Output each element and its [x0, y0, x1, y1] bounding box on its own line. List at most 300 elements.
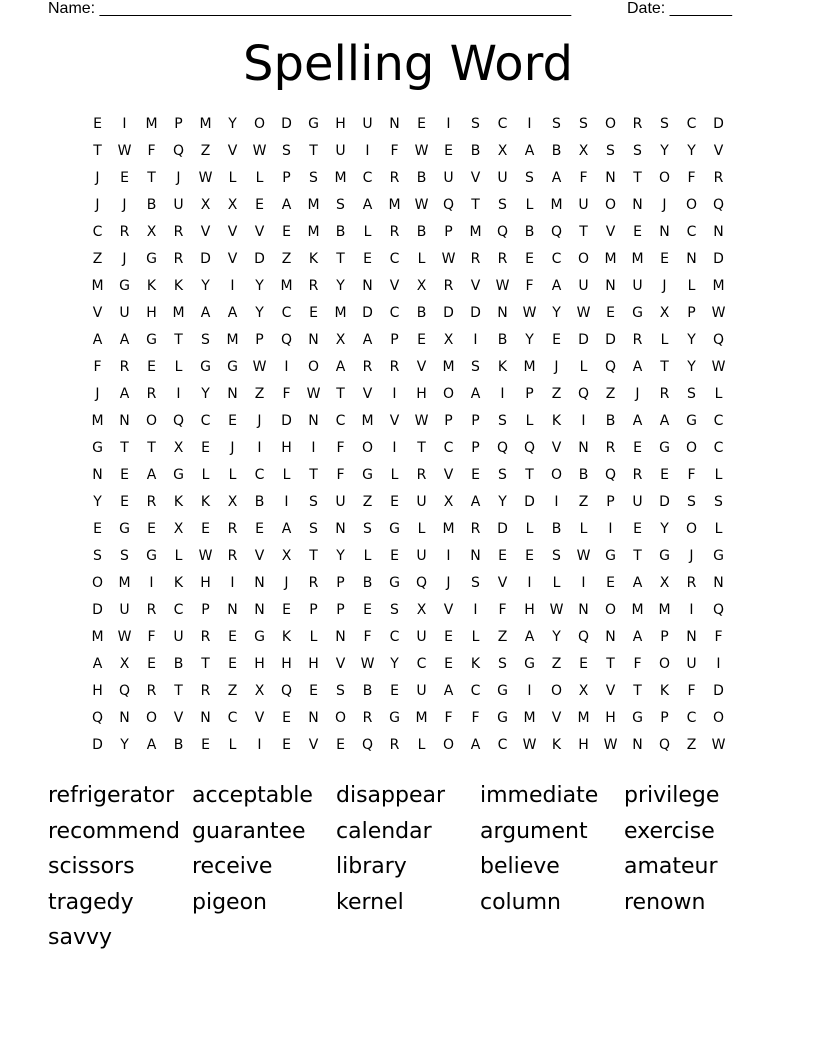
grid-letter: P — [687, 305, 696, 321]
grid-letter: G — [632, 305, 643, 321]
grid-letter: M — [307, 224, 320, 240]
grid-letter: B — [362, 683, 373, 699]
grid-letter: I — [392, 440, 397, 456]
grid-letter: Q — [712, 602, 725, 618]
grid-letter: E — [633, 440, 642, 456]
grid-letter: L — [660, 332, 669, 348]
grid-letter: W — [441, 251, 456, 267]
grid-letter: L — [228, 170, 237, 186]
grid-letter: H — [335, 116, 346, 132]
grid-letter: G — [713, 548, 724, 564]
grid-letter: J — [689, 548, 694, 564]
grid-letter: D — [524, 494, 535, 510]
grid-letter: P — [282, 170, 291, 186]
grid-letter: K — [551, 413, 562, 429]
grid-letter: L — [714, 467, 723, 483]
grid-letter: T — [309, 548, 318, 564]
grid-letter: P — [660, 629, 669, 645]
grid-letter: U — [632, 278, 643, 294]
grid-letter: E — [255, 521, 264, 537]
grid-letter: M — [550, 197, 563, 213]
grid-letter: I — [473, 602, 478, 618]
grid-letter: M — [91, 629, 104, 645]
grid-letter: L — [417, 251, 426, 267]
grid-letter: F — [687, 170, 696, 186]
grid-letter: R — [227, 548, 238, 564]
grid-letter: R — [173, 251, 184, 267]
grid-letter: S — [471, 116, 480, 132]
grid-letter: B — [497, 332, 508, 348]
grid-letter: F — [147, 143, 156, 159]
grid-letter: S — [471, 575, 480, 591]
grid-letter: D — [713, 683, 724, 699]
grid-letter: Q — [712, 197, 725, 213]
grid-letter: X — [227, 197, 238, 213]
grid-letter: C — [335, 413, 346, 429]
grid-letter: C — [713, 413, 724, 429]
grid-letter: T — [579, 224, 588, 240]
grid-letter: A — [632, 629, 643, 645]
grid-letter: B — [578, 467, 589, 483]
grid-letter: L — [471, 629, 480, 645]
grid-letter: A — [632, 575, 643, 591]
grid-letter: E — [120, 170, 129, 186]
grid-letter: H — [92, 683, 103, 699]
grid-letter: L — [228, 737, 237, 753]
letter-grid — [84, 112, 732, 760]
grid-letter: Y — [687, 143, 696, 159]
grid-letter: U — [335, 494, 346, 510]
grid-letter: E — [498, 548, 507, 564]
grid-letter: D — [659, 494, 670, 510]
grid-letter: K — [173, 575, 184, 591]
grid-letter: P — [390, 332, 399, 348]
grid-letter: E — [417, 332, 426, 348]
grid-letter: T — [336, 386, 345, 402]
grid-letter: F — [498, 602, 507, 618]
grid-letter: Z — [200, 143, 211, 159]
grid-letter: R — [200, 629, 211, 645]
grid-letter: V — [605, 683, 616, 699]
grid-letter: T — [525, 467, 534, 483]
grid-letter: D — [713, 251, 724, 267]
grid-letter: Y — [201, 278, 210, 294]
grid-letter: T — [201, 656, 210, 672]
grid-letter: Q — [550, 224, 563, 240]
grid-letter: X — [227, 494, 238, 510]
grid-letter: N — [632, 737, 643, 753]
grid-letter: P — [336, 602, 345, 618]
grid-letter: M — [91, 278, 104, 294]
grid-letter: G — [389, 710, 400, 726]
grid-letter: D — [443, 305, 454, 321]
grid-letter: M — [631, 602, 644, 618]
grid-letter: L — [174, 359, 183, 375]
grid-letter: S — [714, 494, 723, 510]
grid-letter: N — [470, 548, 481, 564]
grid-letter: Q — [712, 332, 725, 348]
grid-letter: M — [631, 251, 644, 267]
grid-letter: N — [659, 224, 670, 240]
grid-letter: C — [713, 440, 724, 456]
grid-letter: M — [577, 710, 590, 726]
grid-letter: I — [230, 278, 235, 294]
grid-letter: O — [658, 170, 671, 186]
grid-letter: W — [711, 305, 726, 321]
date-field-label: Date: _______ — [627, 0, 732, 17]
grid-letter: B — [146, 197, 157, 213]
grid-letter: T — [309, 143, 318, 159]
grid-letter: E — [309, 305, 318, 321]
grid-letter: Z — [551, 386, 562, 402]
grid-letter: D — [92, 737, 103, 753]
grid-letter: E — [606, 305, 615, 321]
grid-letter: G — [632, 710, 643, 726]
grid-letter: G — [119, 521, 130, 537]
grid-letter: V — [254, 710, 265, 726]
grid-letter: R — [632, 332, 643, 348]
grid-letter: I — [716, 656, 721, 672]
grid-letter: M — [172, 305, 185, 321]
grid-letter: Q — [496, 224, 509, 240]
grid-letter: A — [227, 305, 238, 321]
grid-letter: M — [388, 197, 401, 213]
grid-letter: D — [281, 413, 292, 429]
grid-letter: E — [525, 548, 534, 564]
grid-letter: S — [552, 116, 561, 132]
grid-letter: Y — [228, 116, 237, 132]
word-list-item: disappear — [336, 783, 446, 808]
grid-letter: Y — [336, 278, 345, 294]
grid-letter: I — [257, 737, 262, 753]
grid-letter: E — [417, 116, 426, 132]
grid-letter: E — [282, 710, 291, 726]
word-list-item: exercise — [624, 818, 715, 844]
grid-letter: N — [497, 305, 508, 321]
word-list-item: pigeon — [192, 889, 267, 915]
grid-letter: E — [282, 224, 291, 240]
grid-letter: F — [633, 656, 642, 672]
grid-letter: A — [470, 494, 481, 510]
grid-letter: G — [659, 440, 670, 456]
grid-letter: G — [119, 278, 130, 294]
grid-letter: L — [228, 467, 237, 483]
grid-letter: R — [389, 737, 400, 753]
grid-letter: Y — [390, 656, 399, 672]
grid-letter: M — [442, 359, 455, 375]
grid-letter: B — [551, 143, 562, 159]
grid-letter: L — [363, 548, 372, 564]
grid-letter: J — [95, 170, 100, 186]
grid-letter: N — [713, 575, 724, 591]
grid-letter: T — [633, 170, 642, 186]
grid-letter: O — [550, 467, 563, 483]
grid-letter: O — [685, 521, 698, 537]
grid-letter: M — [334, 305, 347, 321]
grid-letter: C — [389, 305, 400, 321]
grid-letter: I — [446, 116, 451, 132]
word-list-item: believe — [480, 854, 560, 880]
grid-letter: S — [498, 197, 507, 213]
grid-letter: O — [604, 197, 617, 213]
grid-letter: I — [527, 116, 532, 132]
grid-letter: U — [686, 656, 697, 672]
grid-letter: E — [282, 602, 291, 618]
grid-letter: E — [606, 575, 615, 591]
grid-letter: S — [687, 494, 696, 510]
grid-letter: Y — [255, 305, 264, 321]
grid-letter: A — [146, 737, 157, 753]
grid-letter: X — [578, 143, 589, 159]
grid-letter: V — [551, 440, 562, 456]
grid-letter: N — [632, 197, 643, 213]
grid-letter: Z — [605, 386, 616, 402]
grid-letter: E — [444, 143, 453, 159]
grid-letter: V — [335, 656, 346, 672]
word-list-item: scissors — [48, 854, 135, 880]
grid-letter: X — [281, 548, 292, 564]
grid-letter: N — [335, 521, 346, 537]
word-list-item: savvy — [48, 925, 113, 951]
grid-letter: R — [632, 467, 643, 483]
grid-letter: P — [201, 602, 210, 618]
grid-letter: Y — [120, 737, 129, 753]
grid-letter: Z — [92, 251, 103, 267]
grid-letter: G — [254, 629, 265, 645]
grid-letter: A — [551, 170, 562, 186]
grid-letter: M — [712, 278, 725, 294]
grid-letter: D — [281, 116, 292, 132]
grid-letter: B — [470, 143, 481, 159]
grid-letter: B — [416, 224, 427, 240]
grid-letter: Y — [660, 521, 669, 537]
grid-letter: E — [309, 683, 318, 699]
grid-letter: S — [309, 521, 318, 537]
name-field-label: Name: _____________________________________________________ — [48, 0, 572, 17]
grid-letter: A — [524, 629, 535, 645]
grid-letter: A — [470, 737, 481, 753]
grid-letter: L — [255, 170, 264, 186]
grid-letter: X — [119, 656, 130, 672]
grid-letter: A — [659, 413, 670, 429]
grid-letter: E — [147, 521, 156, 537]
grid-letter: V — [443, 602, 454, 618]
grid-letter: W — [522, 737, 537, 753]
grid-letter: Z — [578, 494, 589, 510]
grid-letter: W — [198, 170, 213, 186]
grid-letter: I — [500, 386, 505, 402]
grid-letter: I — [365, 143, 370, 159]
grid-letter: U — [497, 170, 508, 186]
grid-letter: H — [308, 656, 319, 672]
grid-letter: V — [713, 143, 724, 159]
grid-letter: W — [252, 143, 267, 159]
grid-letter: P — [174, 116, 183, 132]
grid-letter: P — [444, 413, 453, 429]
grid-letter: L — [525, 521, 534, 537]
grid-letter: J — [554, 359, 559, 375]
grid-letter: X — [659, 305, 670, 321]
grid-letter: W — [360, 656, 375, 672]
grid-letter: Q — [604, 359, 617, 375]
grid-letter: W — [576, 305, 591, 321]
grid-letter: S — [120, 548, 129, 564]
grid-letter: G — [173, 467, 184, 483]
grid-letter: H — [578, 737, 589, 753]
grid-letter: R — [362, 710, 373, 726]
grid-letter: R — [497, 251, 508, 267]
grid-letter: W — [495, 278, 510, 294]
grid-letter: X — [173, 440, 184, 456]
word-list-item: receive — [192, 854, 273, 880]
grid-letter: V — [389, 278, 400, 294]
grid-letter: S — [498, 413, 507, 429]
grid-letter: Y — [336, 548, 345, 564]
word-list-item: acceptable — [192, 783, 313, 808]
grid-letter: I — [149, 575, 154, 591]
grid-letter: J — [176, 170, 181, 186]
grid-letter: S — [336, 683, 345, 699]
grid-letter: L — [363, 224, 372, 240]
grid-letter: F — [687, 467, 696, 483]
grid-letter: U — [173, 629, 184, 645]
grid-letter: R — [146, 683, 157, 699]
grid-letter: W — [252, 359, 267, 375]
grid-letter: H — [281, 440, 292, 456]
grid-letter: J — [662, 278, 667, 294]
grid-letter: T — [147, 170, 156, 186]
grid-letter: G — [92, 440, 103, 456]
grid-letter: Q — [496, 440, 509, 456]
grid-letter: Q — [604, 467, 617, 483]
grid-letter: P — [660, 710, 669, 726]
grid-letter: E — [147, 656, 156, 672]
grid-letter: N — [362, 278, 373, 294]
grid-letter: W — [198, 548, 213, 564]
grid-letter: T — [633, 683, 642, 699]
grid-letter: A — [632, 413, 643, 429]
grid-letter: E — [147, 359, 156, 375]
grid-letter: I — [392, 386, 397, 402]
grid-letter: J — [95, 386, 100, 402]
grid-letter: V — [227, 251, 238, 267]
grid-letter: O — [658, 656, 671, 672]
grid-letter: O — [253, 116, 266, 132]
grid-letter: K — [281, 629, 292, 645]
grid-letter: Z — [227, 683, 238, 699]
grid-letter: X — [578, 683, 589, 699]
grid-letter: I — [527, 683, 532, 699]
grid-letter: T — [471, 197, 480, 213]
grid-letter: N — [92, 467, 103, 483]
grid-letter: M — [469, 224, 482, 240]
grid-letter: B — [335, 224, 346, 240]
grid-letter: B — [416, 170, 427, 186]
grid-letter: A — [470, 386, 481, 402]
word-list-item: renown — [624, 889, 706, 915]
grid-letter: S — [525, 170, 534, 186]
grid-letter: M — [145, 116, 158, 132]
grid-letter: R — [308, 278, 319, 294]
grid-letter: D — [92, 602, 103, 618]
grid-letter: I — [608, 521, 613, 537]
grid-letter: N — [308, 710, 319, 726]
word-list-item: refrigerator — [48, 783, 175, 808]
grid-letter: X — [416, 602, 427, 618]
grid-letter: V — [200, 224, 211, 240]
grid-letter: S — [660, 116, 669, 132]
word-list-item: tragedy — [48, 889, 134, 915]
grid-letter: P — [525, 386, 534, 402]
grid-letter: E — [363, 602, 372, 618]
grid-letter: D — [254, 251, 265, 267]
grid-letter: E — [93, 116, 102, 132]
grid-letter: C — [497, 737, 508, 753]
word-list-item: calendar — [336, 818, 432, 844]
grid-letter: V — [227, 224, 238, 240]
grid-letter: O — [442, 386, 455, 402]
grid-letter: Y — [93, 494, 102, 510]
grid-letter: W — [117, 143, 132, 159]
grid-letter: M — [415, 710, 428, 726]
grid-letter: R — [362, 359, 373, 375]
grid-letter: K — [173, 278, 184, 294]
grid-letter: K — [200, 494, 211, 510]
grid-letter: T — [120, 440, 129, 456]
grid-letter: E — [390, 548, 399, 564]
grid-letter: Q — [658, 737, 671, 753]
grid-letter: L — [525, 197, 534, 213]
grid-letter: G — [227, 359, 238, 375]
grid-letter: I — [176, 386, 181, 402]
grid-letter: T — [147, 440, 156, 456]
grid-letter: F — [579, 170, 588, 186]
grid-letter: B — [173, 737, 184, 753]
grid-letter: S — [498, 467, 507, 483]
grid-letter: A — [92, 332, 103, 348]
grid-letter: F — [444, 710, 453, 726]
header — [48, 0, 748, 18]
grid-letter: A — [119, 386, 130, 402]
grid-letter: A — [335, 359, 346, 375]
grid-letter: A — [281, 521, 292, 537]
word-list-item: recommend — [48, 818, 180, 844]
grid-letter: Q — [523, 440, 536, 456]
grid-letter: E — [120, 494, 129, 510]
grid-letter: E — [390, 494, 399, 510]
grid-letter: C — [389, 251, 400, 267]
grid-letter: P — [471, 413, 480, 429]
grid-letter: V — [497, 575, 508, 591]
grid-letter: T — [660, 359, 669, 375]
grid-letter: E — [579, 656, 588, 672]
grid-letter: C — [551, 251, 562, 267]
grid-letter: N — [605, 629, 616, 645]
grid-letter: Q — [280, 683, 293, 699]
grid-letter: C — [686, 116, 697, 132]
grid-letter: E — [363, 251, 372, 267]
grid-letter: B — [416, 305, 427, 321]
grid-letter: R — [173, 224, 184, 240]
grid-letter: F — [93, 359, 102, 375]
grid-letter: V — [605, 224, 616, 240]
grid-letter: E — [120, 467, 129, 483]
grid-letter: N — [578, 440, 589, 456]
grid-letter: R — [470, 521, 481, 537]
grid-letter: R — [200, 683, 211, 699]
grid-letter: B — [551, 521, 562, 537]
grid-letter: M — [199, 116, 212, 132]
